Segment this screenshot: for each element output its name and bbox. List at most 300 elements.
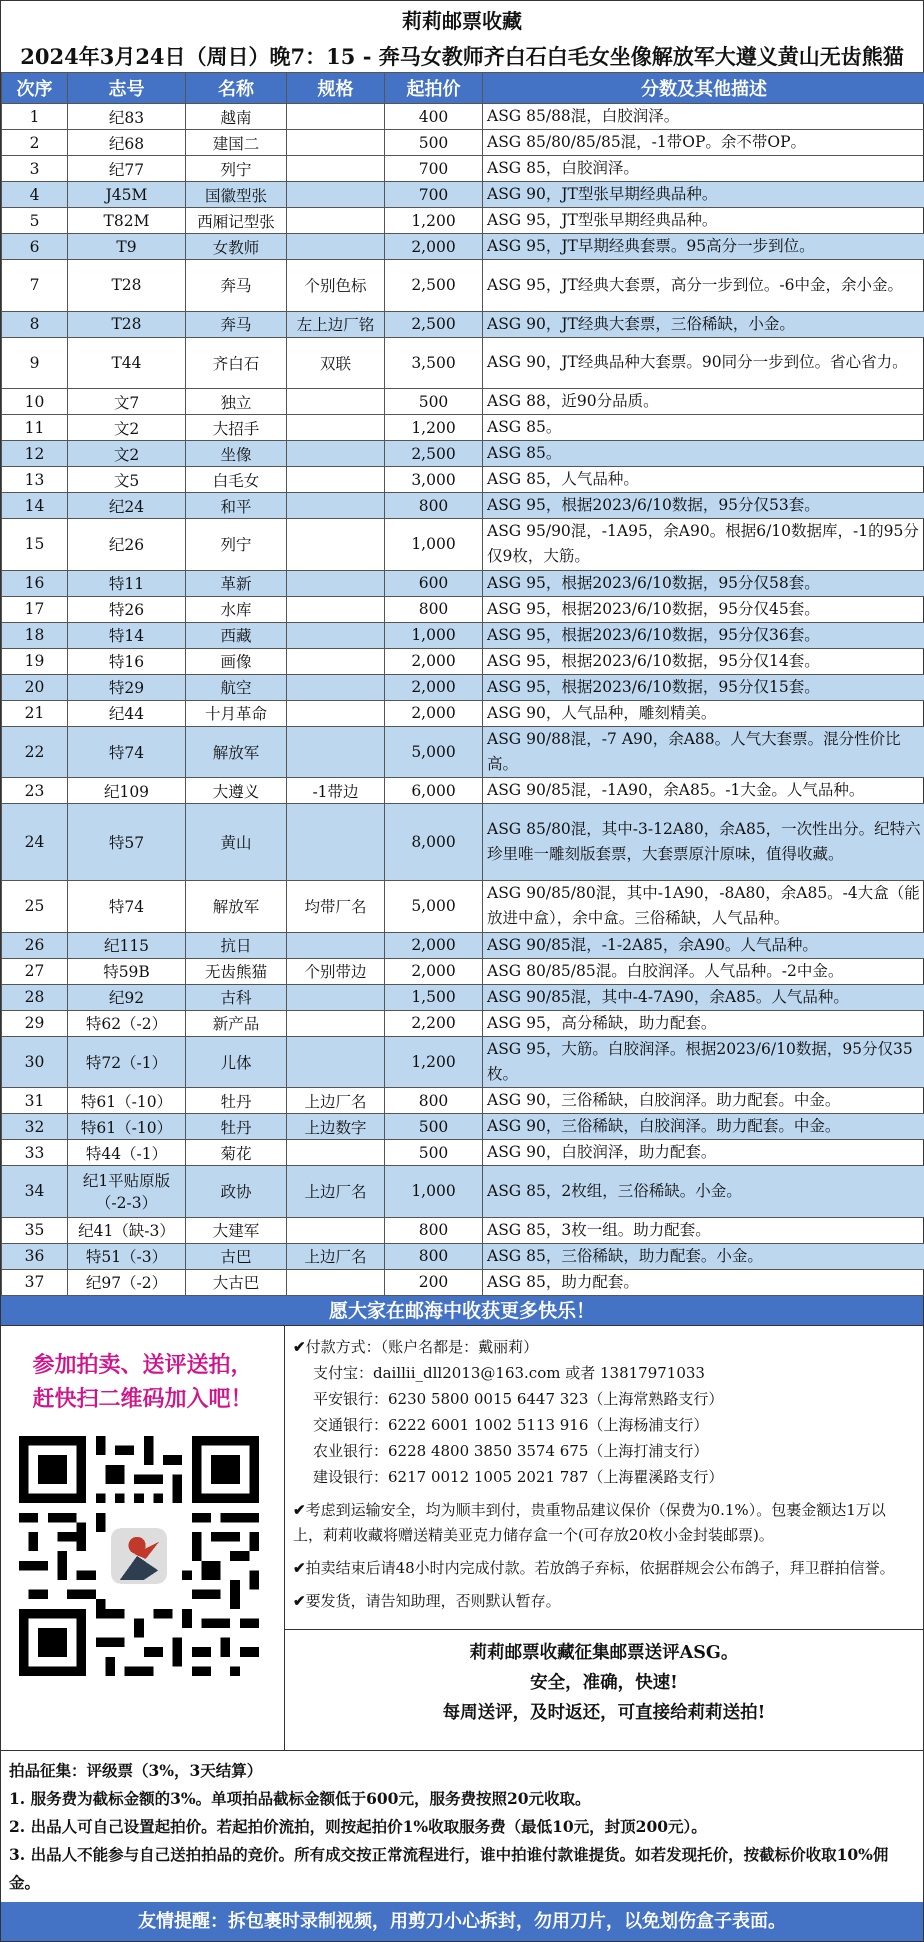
table-row: [2, 156, 924, 182]
table-row: [2, 130, 924, 156]
payment-info: [285, 1326, 923, 1629]
lot-price: 5,000: [385, 726, 483, 778]
lot-name: 齐白石: [186, 337, 287, 389]
lot-price: 400: [385, 104, 483, 130]
lot-desc: ASG 80/85/85混。白胶润泽。人气品种。-2中金。: [483, 958, 924, 984]
lot-no: 13: [2, 467, 68, 493]
qr-code-icon[interactable]: [19, 1436, 259, 1676]
lot-price: 500: [385, 389, 483, 415]
lot-price: 800: [385, 1088, 483, 1114]
check-icon: ✔: [293, 1558, 306, 1577]
rule-1: 1. 服务费为截标金额的3%。单项拍品截标金额低于600元，服务费按照20元收取。: [9, 1788, 591, 1808]
table-row: [2, 881, 924, 933]
check-icon: ✔: [293, 1500, 306, 1519]
lot-code: 特26: [68, 596, 186, 622]
col-header-spec: 规格: [287, 73, 385, 104]
table-row: [2, 104, 924, 130]
lot-code: 纪109: [68, 778, 186, 804]
lot-price: 800: [385, 596, 483, 622]
table-row: [2, 1217, 924, 1243]
lot-name: 越南: [186, 104, 287, 130]
lot-code: 特61（-10）: [68, 1088, 186, 1114]
lot-code: 特59B: [68, 958, 186, 984]
table-row: [2, 1010, 924, 1036]
lot-spec: [287, 700, 385, 726]
lot-desc: ASG 95，高分稀缺，助力配套。: [483, 1010, 924, 1036]
lot-spec: 上边数字: [287, 1114, 385, 1140]
table-row: [2, 1088, 924, 1114]
promo-panel: [1, 1326, 285, 1750]
lot-desc: ASG 85，2枚组，三俗稀缺。小金。: [483, 1166, 924, 1218]
lot-code: T28: [68, 311, 186, 337]
lot-desc: ASG 90，JT经典品种大套票。90同分一步到位。省心省力。: [483, 337, 924, 389]
bank-account-pingan: 平安银行：6230 5800 0015 6447 323（上海常熟路支行）: [313, 1389, 724, 1408]
lot-code: 纪24: [68, 493, 186, 519]
table-row: [2, 1243, 924, 1269]
lot-code: 纪97（-2）: [68, 1269, 186, 1295]
check-icon: ✔: [293, 1591, 306, 1610]
lot-name: 奔马: [186, 311, 287, 337]
table-row: [2, 648, 924, 674]
lot-no: 12: [2, 441, 68, 467]
lot-code: T44: [68, 337, 186, 389]
lot-desc: ASG 85，人气品种。: [483, 467, 924, 493]
lot-name: 坐像: [186, 441, 287, 467]
lot-no: 19: [2, 648, 68, 674]
lot-desc: ASG 95，根据2023/6/10数据，95分仅45套。: [483, 596, 924, 622]
lot-price: 500: [385, 1114, 483, 1140]
table-row: [2, 519, 924, 571]
lot-desc: ASG 90，三俗稀缺，白胶润泽。助力配套。中金。: [483, 1114, 924, 1140]
lot-no: 18: [2, 622, 68, 648]
payment-deadline-note: [293, 1556, 913, 1581]
recruit-line-1: 莉莉邮票收藏征集邮票送评ASG。: [469, 1642, 739, 1663]
table-row: [2, 234, 924, 260]
table-row: [2, 778, 924, 804]
recruit-line-3: 每周送评，及时返还，可直接给莉莉送拍!: [442, 1702, 766, 1723]
info-section: [1, 1326, 923, 1751]
table-row: [2, 337, 924, 389]
table-row: [2, 208, 924, 234]
lot-spec: [287, 493, 385, 519]
lot-code: 纪77: [68, 156, 186, 182]
col-header-code: 志号: [68, 73, 186, 104]
promo-line-1: 参加拍卖、送评送拍，: [32, 1351, 253, 1378]
lot-spec: [287, 596, 385, 622]
lot-name: 政协: [186, 1166, 287, 1218]
lot-code: T9: [68, 234, 186, 260]
lot-name: 黄山: [186, 804, 287, 881]
wish-banner: 愿大家在邮海中收获更多快乐！: [1, 1296, 923, 1326]
table-row: [2, 1114, 924, 1140]
lot-code: 纪68: [68, 130, 186, 156]
col-header-price: 起拍价: [385, 73, 483, 104]
lot-no: 4: [2, 182, 68, 208]
lot-desc: ASG 90，白胶润泽，助力配套。: [483, 1140, 924, 1166]
lot-no: 5: [2, 208, 68, 234]
table-row: [2, 311, 924, 337]
lot-name: 奔马: [186, 260, 287, 312]
lot-desc: ASG 95，JT早期经典套票。95高分一步到位。: [483, 234, 924, 260]
lot-price: 6,000: [385, 778, 483, 804]
payment-title-line: [293, 1334, 913, 1360]
lot-no: 34: [2, 1166, 68, 1218]
lot-code: T28: [68, 260, 186, 312]
lot-price: 600: [385, 570, 483, 596]
table-row: [2, 700, 924, 726]
lot-price: 500: [385, 1140, 483, 1166]
lot-desc: ASG 85。: [483, 415, 924, 441]
lot-name: 大建军: [186, 1217, 287, 1243]
lot-spec: [287, 441, 385, 467]
bank-account-ccb: 建设银行：6217 0012 1005 2021 787（上海瞿溪路支行）: [313, 1467, 724, 1486]
lot-code: 特14: [68, 622, 186, 648]
lot-no: 7: [2, 260, 68, 312]
lot-name: 无齿熊猫: [186, 958, 287, 984]
lot-price: 1,200: [385, 415, 483, 441]
lot-name: 西厢记型张: [186, 208, 287, 234]
lot-price: 1,200: [385, 1036, 483, 1088]
lot-desc: ASG 90，人气品种，雕刻精美。: [483, 700, 924, 726]
delivery-note-text: 要发货，请告知助理，否则默认暂存。: [305, 1591, 561, 1610]
lot-no: 28: [2, 984, 68, 1010]
lot-spec: [287, 1010, 385, 1036]
lot-no: 30: [2, 1036, 68, 1088]
lot-spec: [287, 570, 385, 596]
lot-desc: ASG 85/88混，白胶润泽。: [483, 104, 924, 130]
lot-spec: [287, 234, 385, 260]
table-row: [2, 182, 924, 208]
lot-no: 16: [2, 570, 68, 596]
lot-table: [1, 72, 924, 1296]
lot-name: 抗日: [186, 932, 287, 958]
lot-table-body: [2, 104, 924, 1296]
lot-spec: [287, 984, 385, 1010]
lot-spec: -1带边: [287, 778, 385, 804]
table-row: [2, 596, 924, 622]
table-row: [2, 1166, 924, 1218]
lot-name: 画像: [186, 648, 287, 674]
lot-code: 纪115: [68, 932, 186, 958]
shipping-note: [293, 1498, 913, 1548]
bank-account-agri: 农业银行：6228 4800 3850 3574 675（上海打浦支行）: [313, 1441, 709, 1460]
lot-spec: 个别色标: [287, 260, 385, 312]
lot-name: 国徽型张: [186, 182, 287, 208]
lot-spec: [287, 1269, 385, 1295]
lot-no: 24: [2, 804, 68, 881]
lot-spec: [287, 674, 385, 700]
table-row: [2, 984, 924, 1010]
lot-spec: [287, 1140, 385, 1166]
rule-3: 3. 出品人不能参与自己送拍拍品的竞价。所有成交按正常流程进行，谁中拍谁付款谁提货。如若发现托价，按截标价收取10%佣金。: [9, 1844, 889, 1892]
lot-name: 革新: [186, 570, 287, 596]
bank-account-comm: 交通银行：6222 6001 1002 5113 916（上海杨浦支行）: [313, 1415, 709, 1434]
lot-no: 6: [2, 234, 68, 260]
lot-spec: [287, 519, 385, 571]
table-row: [2, 1036, 924, 1088]
lot-price: 3,000: [385, 467, 483, 493]
col-header-name: 名称: [186, 73, 287, 104]
lot-no: 31: [2, 1088, 68, 1114]
lot-no: 29: [2, 1010, 68, 1036]
lot-name: 牡丹: [186, 1114, 287, 1140]
lot-code: 特74: [68, 726, 186, 778]
table-row: [2, 958, 924, 984]
lot-spec: [287, 130, 385, 156]
lot-spec: 左上边厂铭: [287, 311, 385, 337]
lot-code: 纪44: [68, 700, 186, 726]
lot-name: 水库: [186, 596, 287, 622]
lot-price: 1,500: [385, 984, 483, 1010]
lot-name: 解放军: [186, 726, 287, 778]
lot-code: 特16: [68, 648, 186, 674]
lot-desc: ASG 90，JT经典大套票，三俗稀缺，小金。: [483, 311, 924, 337]
lot-desc: ASG 85/80混，其中-3-12A80，余A85，一次性出分。纪特六珍里唯一雕刻版套票，大套票原汁原味，值得收藏。: [483, 804, 924, 881]
lot-spec: [287, 182, 385, 208]
lot-spec: [287, 104, 385, 130]
lot-price: 2,000: [385, 932, 483, 958]
lot-code: 特11: [68, 570, 186, 596]
lot-no: 26: [2, 932, 68, 958]
lot-no: 20: [2, 674, 68, 700]
lot-no: 37: [2, 1269, 68, 1295]
lot-desc: ASG 95，根据2023/6/10数据，95分仅53套。: [483, 493, 924, 519]
lot-no: 15: [2, 519, 68, 571]
lot-no: 2: [2, 130, 68, 156]
lot-name: 列宁: [186, 156, 287, 182]
table-row: [2, 467, 924, 493]
lot-price: 1,000: [385, 622, 483, 648]
lot-name: 菊花: [186, 1140, 287, 1166]
table-row: [2, 674, 924, 700]
lot-no: 22: [2, 726, 68, 778]
lot-desc: ASG 90/85混，-1A90，余A85。-1大金。人气品种。: [483, 778, 924, 804]
table-row: [2, 441, 924, 467]
lot-desc: ASG 88，近90分品质。: [483, 389, 924, 415]
lot-name: 航空: [186, 674, 287, 700]
lot-price: 2,500: [385, 311, 483, 337]
lot-name: 大古巴: [186, 1269, 287, 1295]
table-header-row: [2, 73, 924, 104]
lot-name: 西藏: [186, 622, 287, 648]
table-row: [2, 493, 924, 519]
lot-name: 古巴: [186, 1243, 287, 1269]
recruit-line-2: 安全，准确，快速!: [530, 1672, 678, 1693]
lot-name: 白毛女: [186, 467, 287, 493]
lot-price: 5,000: [385, 881, 483, 933]
lot-desc: ASG 95，根据2023/6/10数据，95分仅36套。: [483, 622, 924, 648]
delivery-note: [293, 1589, 913, 1614]
lot-price: 8,000: [385, 804, 483, 881]
lot-desc: ASG 95，大筋。白胶润泽。根据2023/6/10数据，95分仅35枚。: [483, 1036, 924, 1088]
lot-no: 17: [2, 596, 68, 622]
lot-no: 10: [2, 389, 68, 415]
lot-price: 3,500: [385, 337, 483, 389]
shipping-note-text: 考虑到运输安全，均为顺丰到付，贵重物品建议保价（保费为0.1%）。包裹金额达1万以上，莉莉收藏将赠送精美亚克力储存盒一个(可存放20枚小金封装邮票)。: [293, 1500, 886, 1544]
payment-panel: [285, 1326, 923, 1750]
lot-price: 500: [385, 130, 483, 156]
lot-price: 200: [385, 1269, 483, 1295]
lot-spec: [287, 804, 385, 881]
lot-name: 独立: [186, 389, 287, 415]
lot-desc: ASG 90/85/80混，其中-1A90，-8A80，余A85。-4大盒（能放进中盒），余中盒。三俗稀缺，人气品种。: [483, 881, 924, 933]
lot-desc: ASG 95/90混，-1A95，余A90。根据6/10数据库，-1的95分仅9枚，大筋。: [483, 519, 924, 571]
lot-price: 700: [385, 156, 483, 182]
lot-code: 文7: [68, 389, 186, 415]
lot-code: 文2: [68, 441, 186, 467]
lot-no: 27: [2, 958, 68, 984]
lot-desc: ASG 90/85混，-1-2A85，余A90。人气品种。: [483, 932, 924, 958]
lot-price: 2,500: [385, 260, 483, 312]
lot-desc: ASG 95，根据2023/6/10数据，95分仅58套。: [483, 570, 924, 596]
lot-no: 3: [2, 156, 68, 182]
table-row: [2, 804, 924, 881]
lot-price: 2,000: [385, 958, 483, 984]
lot-spec: [287, 415, 385, 441]
lot-price: 2,000: [385, 674, 483, 700]
lot-desc: ASG 95，JT型张早期经典品种。: [483, 208, 924, 234]
lot-no: 36: [2, 1243, 68, 1269]
table-row: [2, 260, 924, 312]
consignment-rules: [1, 1751, 923, 1903]
rules-heading: 拍品征集：评级票（3%，3天结算）: [9, 1760, 263, 1780]
lot-name: 大招手: [186, 415, 287, 441]
lot-name: 新产品: [186, 1010, 287, 1036]
lot-code: 纪1平贴原版（-2-3）: [68, 1166, 186, 1218]
lot-price: 2,000: [385, 648, 483, 674]
lot-spec: [287, 622, 385, 648]
lot-code: 特51（-3）: [68, 1243, 186, 1269]
lot-code: 文2: [68, 415, 186, 441]
lot-price: 700: [385, 182, 483, 208]
payment-deadline-text: 拍卖结束后请48小时内完成付款。若放鸽子弃标，依据群规会公布鸽子，拜卫群拍信誉。: [305, 1558, 895, 1577]
lot-desc: ASG 85，白胶润泽。: [483, 156, 924, 182]
lot-no: 21: [2, 700, 68, 726]
lot-desc: ASG 90，JT型张早期经典品种。: [483, 182, 924, 208]
lot-name: 女教师: [186, 234, 287, 260]
lot-name: 和平: [186, 493, 287, 519]
lot-name: 建国二: [186, 130, 287, 156]
shop-name: 莉莉邮票收藏: [402, 9, 522, 33]
lot-desc: ASG 95，JT经典大套票，高分一步到位。-6中金，余小金。: [483, 260, 924, 312]
lot-price: 2,500: [385, 441, 483, 467]
lot-code: 特57: [68, 804, 186, 881]
lot-spec: [287, 208, 385, 234]
lot-code: 纪41（缺-3）: [68, 1217, 186, 1243]
payment-title: 付款方式：（账户名都是：戴丽莉）: [305, 1337, 539, 1356]
auction-subtitle: 2024年3月24日（周日）晚7：15 - 奔马女教师齐白石白毛女坐像解放军大遵义黄山无齿熊猫: [20, 44, 904, 69]
lot-name: 十月革命: [186, 700, 287, 726]
lot-spec: 上边厂名: [287, 1166, 385, 1218]
lot-spec: [287, 1217, 385, 1243]
lot-spec: [287, 648, 385, 674]
table-row: [2, 415, 924, 441]
lot-no: 33: [2, 1140, 68, 1166]
table-row: [2, 932, 924, 958]
lot-price: 2,000: [385, 700, 483, 726]
lot-spec: 均带厂名: [287, 881, 385, 933]
lot-code: T82M: [68, 208, 186, 234]
lot-desc: ASG 90/88混，-7 A90，余A88。人气大套票。混分性价比高。: [483, 726, 924, 778]
table-row: [2, 1140, 924, 1166]
lot-no: 32: [2, 1114, 68, 1140]
lot-desc: ASG 90，三俗稀缺，白胶润泽。助力配套。中金。: [483, 1088, 924, 1114]
lot-price: 800: [385, 493, 483, 519]
lot-no: 25: [2, 881, 68, 933]
lot-price: 800: [385, 1243, 483, 1269]
lot-spec: 上边厂名: [287, 1243, 385, 1269]
footer-reminder: 友情提醒：拆包裹时录制视频，用剪刀小心拆封，勿用刀片，以免划伤盒子表面。: [1, 1902, 923, 1941]
lot-price: 1,000: [385, 1166, 483, 1218]
lot-spec: 个别带边: [287, 958, 385, 984]
lot-code: 特44（-1）: [68, 1140, 186, 1166]
lot-spec: [287, 1036, 385, 1088]
alipay-account: 支付宝：daillii_dll2013@163.com 或者 13817971033: [313, 1363, 705, 1382]
lot-desc: ASG 85，3枚一组。助力配套。: [483, 1217, 924, 1243]
table-row: [2, 1269, 924, 1295]
lot-name: 牡丹: [186, 1088, 287, 1114]
lot-name: 儿体: [186, 1036, 287, 1088]
lot-spec: [287, 467, 385, 493]
lot-no: 8: [2, 311, 68, 337]
lot-spec: [287, 932, 385, 958]
promo-text: [1, 1326, 284, 1416]
table-row: [2, 570, 924, 596]
lot-spec: [287, 389, 385, 415]
promo-line-2: 赶快扫二维码加入吧！: [32, 1385, 253, 1412]
lot-no: 14: [2, 493, 68, 519]
lot-code: 纪83: [68, 104, 186, 130]
lot-price: 2,200: [385, 1010, 483, 1036]
lot-price: 1,200: [385, 208, 483, 234]
table-row: [2, 726, 924, 778]
table-row: [2, 622, 924, 648]
lot-code: 特29: [68, 674, 186, 700]
lot-name: 列宁: [186, 519, 287, 571]
lot-code: 特72（-1）: [68, 1036, 186, 1088]
lot-name: 解放军: [186, 881, 287, 933]
lot-desc: ASG 90/85混，其中-4-7A90，余A85。人气品种。: [483, 984, 924, 1010]
lot-spec: [287, 156, 385, 182]
lot-no: 9: [2, 337, 68, 389]
lot-code: J45M: [68, 182, 186, 208]
lot-desc: ASG 85，三俗稀缺，助力配套。小金。: [483, 1243, 924, 1269]
lot-no: 35: [2, 1217, 68, 1243]
col-header-desc: 分数及其他描述: [483, 73, 924, 104]
lot-spec: 双联: [287, 337, 385, 389]
lot-code: 文5: [68, 467, 186, 493]
lot-code: 纪92: [68, 984, 186, 1010]
lot-code: 特61（-10）: [68, 1114, 186, 1140]
rule-2: 2. 出品人可自己设置起拍价。若起拍价流拍，则按起拍价1%收取服务费（最低10元，封顶200元）。: [9, 1816, 707, 1836]
lot-no: 1: [2, 104, 68, 130]
lot-desc: ASG 95，根据2023/6/10数据，95分仅15套。: [483, 674, 924, 700]
lot-desc: ASG 85/80/85/85混，-1带OP。余不带OP。: [483, 130, 924, 156]
lot-price: 800: [385, 1217, 483, 1243]
table-row: [2, 389, 924, 415]
lot-code: 纪26: [68, 519, 186, 571]
lot-desc: ASG 85。: [483, 441, 924, 467]
lot-desc: ASG 85，助力配套。: [483, 1269, 924, 1295]
lot-spec: 上边厂名: [287, 1088, 385, 1114]
lot-name: 古科: [186, 984, 287, 1010]
lot-code: 特62（-2）: [68, 1010, 186, 1036]
check-icon: ✔: [293, 1337, 306, 1356]
lot-name: 大遵义: [186, 778, 287, 804]
recruit-box: [285, 1629, 923, 1750]
lot-spec: [287, 726, 385, 778]
lot-code: 特74: [68, 881, 186, 933]
